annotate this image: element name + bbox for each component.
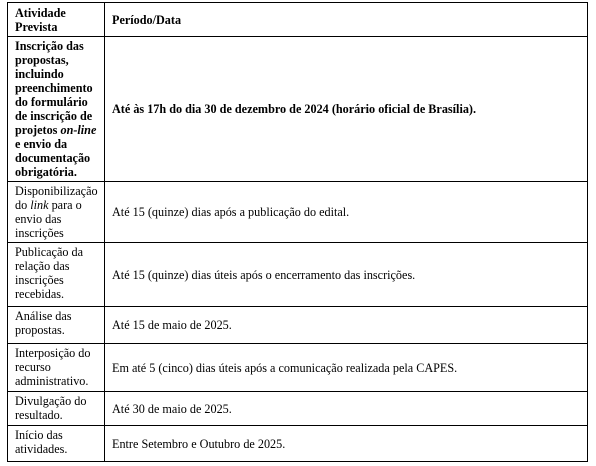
table-row [8,182,588,243]
schedule-table [7,2,588,462]
table-row [8,243,588,307]
activity-text-italic: link [30,198,49,212]
table-row [8,392,588,426]
activity-cell: Análise das propostas. [8,307,105,344]
period-cell: Entre Setembro e Outubro de 2025. [105,426,588,462]
activity-cell: Interposição do recurso administrativo. [8,344,105,392]
activity-text: e envio da documentação obrigatória. [15,137,91,179]
period-cell: Até 15 de maio de 2025. [105,307,588,344]
activity-text: Disponibilização do [15,184,98,212]
period-cell: Em até 5 (cinco) dias úteis após a comunicação realizada pela CAPES. [105,344,588,392]
activity-cell: Início das atividades. [8,426,105,462]
table-row [8,307,588,344]
period-cell: Até 30 de maio de 2025. [105,392,588,426]
activity-text: Inscrição das propostas, incluindo preenchimento do formulário de inscrição de projetos [15,39,93,137]
table-row [8,344,588,392]
activity-cell [8,182,105,243]
period-cell: Até 15 (quinze) dias úteis após o encerramento das inscrições. [105,243,588,307]
header-period: Período/Data [105,3,588,37]
activity-cell: Divulgação do resultado. [8,392,105,426]
period-cell: Até 15 (quinze) dias após a publicação do edital. [105,182,588,243]
table-row [8,37,588,182]
activity-text: para o envio das inscrições [15,198,82,240]
table-row [8,426,588,462]
activity-text-italic: on-line [60,123,97,137]
table-header-row [8,3,588,37]
activity-cell [8,37,105,182]
activity-cell: Publicação da relação das inscrições recebidas. [8,243,105,307]
header-activity: Atividade Prevista [8,3,105,37]
period-cell: Até às 17h do dia 30 de dezembro de 2024 (horário oficial de Brasília). [105,37,588,182]
